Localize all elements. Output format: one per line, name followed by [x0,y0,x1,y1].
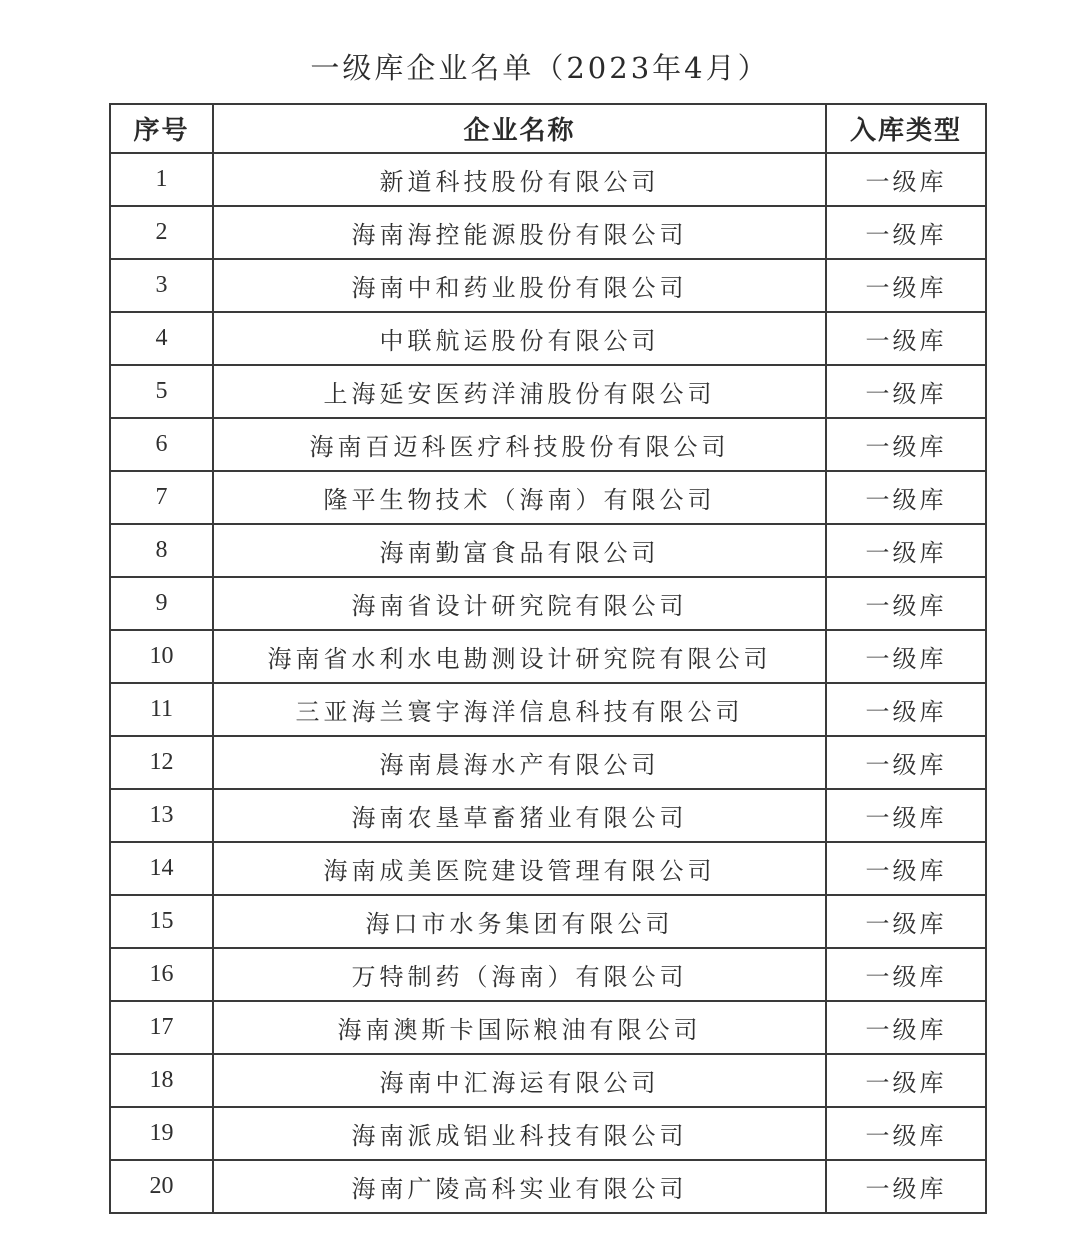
storage-type-cell: 一级库 [826,736,986,789]
serial-number-cell: 6 [110,418,213,471]
storage-type-cell: 一级库 [826,577,986,630]
table-row [110,683,986,736]
enterprise-name-cell: 海南成美医院建设管理有限公司 [213,842,826,895]
storage-type-cell: 一级库 [826,365,986,418]
table-row [110,365,986,418]
serial-number-cell: 14 [110,842,213,895]
enterprise-name-cell: 中联航运股份有限公司 [213,312,826,365]
header-enterprise-name: 企业名称 [213,104,826,153]
serial-number-cell: 19 [110,1107,213,1160]
table-row [110,206,986,259]
serial-number-cell: 18 [110,1054,213,1107]
enterprise-name-cell: 三亚海兰寰宇海洋信息科技有限公司 [213,683,826,736]
enterprise-table [109,103,987,1214]
table-row [110,1054,986,1107]
enterprise-name-cell: 海南中和药业股份有限公司 [213,259,826,312]
storage-type-cell: 一级库 [826,842,986,895]
enterprise-name-cell: 海口市水务集团有限公司 [213,895,826,948]
serial-number-cell: 16 [110,948,213,1001]
table-row [110,259,986,312]
table-row [110,736,986,789]
serial-number-cell: 15 [110,895,213,948]
serial-number-cell: 12 [110,736,213,789]
table-row [110,789,986,842]
table-row [110,524,986,577]
storage-type-cell: 一级库 [826,153,986,206]
serial-number-cell: 17 [110,1001,213,1054]
table-row [110,948,986,1001]
serial-number-cell: 9 [110,577,213,630]
storage-type-cell: 一级库 [826,524,986,577]
header-serial-number: 序号 [110,104,213,153]
storage-type-cell: 一级库 [826,948,986,1001]
enterprise-name-cell: 海南广陵高科实业有限公司 [213,1160,826,1213]
table-row [110,153,986,206]
header-storage-type: 入库类型 [826,104,986,153]
enterprise-name-cell: 海南百迈科医疗科技股份有限公司 [213,418,826,471]
serial-number-cell: 7 [110,471,213,524]
serial-number-cell: 11 [110,683,213,736]
enterprise-name-cell: 万特制药（海南）有限公司 [213,948,826,1001]
table-row [110,418,986,471]
storage-type-cell: 一级库 [826,789,986,842]
enterprise-name-cell: 海南省设计研究院有限公司 [213,577,826,630]
storage-type-cell: 一级库 [826,1107,986,1160]
enterprise-name-cell: 海南勤富食品有限公司 [213,524,826,577]
storage-type-cell: 一级库 [826,471,986,524]
serial-number-cell: 4 [110,312,213,365]
serial-number-cell: 2 [110,206,213,259]
table-row [110,312,986,365]
table-row [110,577,986,630]
serial-number-cell: 3 [110,259,213,312]
storage-type-cell: 一级库 [826,206,986,259]
table-row [110,1160,986,1213]
serial-number-cell: 10 [110,630,213,683]
storage-type-cell: 一级库 [826,259,986,312]
storage-type-cell: 一级库 [826,1160,986,1213]
enterprise-name-cell: 海南澳斯卡国际粮油有限公司 [213,1001,826,1054]
serial-number-cell: 13 [110,789,213,842]
storage-type-cell: 一级库 [826,895,986,948]
storage-type-cell: 一级库 [826,418,986,471]
table-row [110,630,986,683]
storage-type-cell: 一级库 [826,630,986,683]
enterprise-name-cell: 海南农垦草畜猪业有限公司 [213,789,826,842]
enterprise-name-cell: 海南省水利水电勘测设计研究院有限公司 [213,630,826,683]
enterprise-name-cell: 海南派成铝业科技有限公司 [213,1107,826,1160]
table-row [110,895,986,948]
enterprise-name-cell: 新道科技股份有限公司 [213,153,826,206]
enterprise-name-cell: 海南晨海水产有限公司 [213,736,826,789]
serial-number-cell: 1 [110,153,213,206]
enterprise-name-cell: 隆平生物技术（海南）有限公司 [213,471,826,524]
enterprise-name-cell: 海南海控能源股份有限公司 [213,206,826,259]
table-row [110,1107,986,1160]
table-row [110,1001,986,1054]
serial-number-cell: 20 [110,1160,213,1213]
storage-type-cell: 一级库 [826,312,986,365]
serial-number-cell: 8 [110,524,213,577]
serial-number-cell: 5 [110,365,213,418]
table-row [110,471,986,524]
storage-type-cell: 一级库 [826,683,986,736]
storage-type-cell: 一级库 [826,1001,986,1054]
table-header-row [110,104,986,153]
enterprise-name-cell: 上海延安医药洋浦股份有限公司 [213,365,826,418]
table-row [110,842,986,895]
enterprise-name-cell: 海南中汇海运有限公司 [213,1054,826,1107]
document-title: 一级库企业名单（2023年4月） [310,51,770,85]
storage-type-cell: 一级库 [826,1054,986,1107]
